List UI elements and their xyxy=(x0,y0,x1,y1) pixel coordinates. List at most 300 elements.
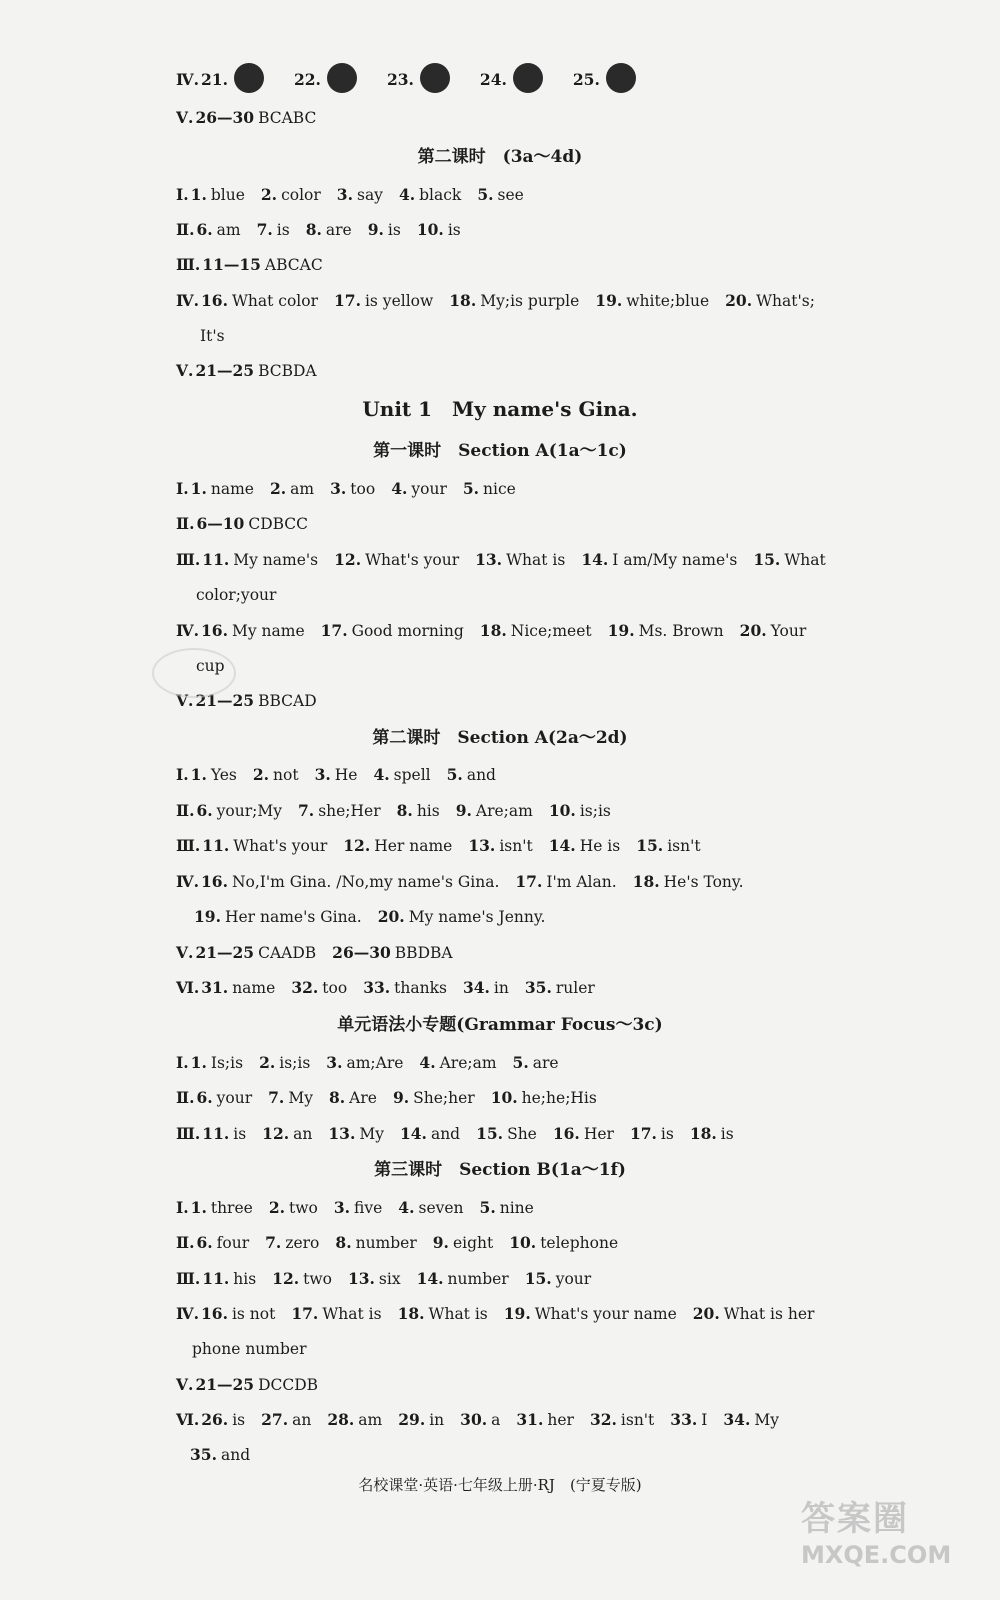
question-number: 33. xyxy=(363,978,391,997)
answer-item xyxy=(191,480,254,498)
answer-item xyxy=(329,1089,377,1107)
question-group-numeral: Ⅱ. xyxy=(176,1233,195,1252)
question-number: 7. xyxy=(298,801,315,820)
question-group-numeral: Ⅳ. xyxy=(176,70,199,89)
answer-text: too xyxy=(350,480,376,498)
answer-item xyxy=(475,551,565,569)
question-number: 32. xyxy=(589,1410,617,1429)
answer-item xyxy=(343,837,452,855)
answer-text: color;your xyxy=(196,586,277,604)
question-number: 34. xyxy=(462,978,490,997)
answer-item xyxy=(400,1125,460,1143)
answer-item xyxy=(192,1340,307,1358)
answer-text: isn't xyxy=(620,1411,655,1429)
question-number: 8. xyxy=(328,1088,346,1107)
answer-text: are xyxy=(532,1054,559,1072)
watermark-site: MXQE.COM xyxy=(801,1541,952,1569)
question-number: 18. xyxy=(689,1124,717,1143)
answer-item xyxy=(477,186,524,204)
question-number: 6. xyxy=(196,801,213,820)
question-group-numeral: Ⅱ. xyxy=(176,1088,195,1107)
answer-text: He xyxy=(334,766,358,784)
question-number: 21—25 xyxy=(195,691,255,710)
answer-item xyxy=(378,908,546,926)
question-group-numeral: Ⅲ. xyxy=(176,255,201,274)
question-number: 12. xyxy=(334,550,362,569)
answer-item xyxy=(480,71,557,89)
answer-text: is not xyxy=(231,1305,276,1323)
redacted-answer-dot xyxy=(606,63,636,93)
answer-item xyxy=(480,622,592,640)
answer-text: is xyxy=(660,1125,674,1143)
question-number: 19. xyxy=(503,1304,531,1323)
question-group-numeral: Ⅲ. xyxy=(176,550,201,569)
question-number: 16. xyxy=(201,1304,228,1323)
answer-item xyxy=(690,1125,734,1143)
question-number: 27. xyxy=(261,1410,289,1429)
answer-text: Nice;meet xyxy=(510,622,592,640)
answer-item xyxy=(332,944,452,962)
section-heading: 单元语法小专题(Grammar Focus～3c) xyxy=(337,1015,663,1035)
answer-text: nine xyxy=(499,1199,534,1217)
question-number: 20. xyxy=(725,291,753,310)
answer-item xyxy=(334,551,459,569)
answer-item xyxy=(298,802,381,820)
answer-text: My;is purple xyxy=(480,292,580,310)
question-number: 4. xyxy=(419,1053,436,1072)
question-number: 14. xyxy=(416,1269,444,1288)
answer-line xyxy=(176,66,850,96)
answer-text: six xyxy=(378,1270,401,1288)
answer-item xyxy=(590,1411,654,1429)
answer-item xyxy=(363,979,447,997)
question-number: 1. xyxy=(190,479,207,498)
answer-item xyxy=(261,186,321,204)
answer-item xyxy=(509,1234,618,1252)
question-number: 17. xyxy=(320,621,348,640)
answer-item xyxy=(201,1411,245,1429)
answer-text: What xyxy=(784,551,826,569)
question-number: 15. xyxy=(476,1124,504,1143)
question-number: 2. xyxy=(260,185,278,204)
answer-text: say xyxy=(356,186,383,204)
answer-text: cup xyxy=(196,657,225,675)
question-number: 16. xyxy=(201,291,228,310)
answer-text: name xyxy=(210,480,254,498)
question-number: 18. xyxy=(397,1304,425,1323)
question-number: 9. xyxy=(455,801,472,820)
answer-item xyxy=(196,802,282,820)
question-number: 16. xyxy=(201,621,228,640)
question-number: 3. xyxy=(336,185,353,204)
answer-item xyxy=(202,1270,256,1288)
answer-item xyxy=(270,480,314,498)
answer-item xyxy=(476,1125,537,1143)
answer-text: What's your xyxy=(365,551,460,569)
answer-text: color xyxy=(281,186,321,204)
question-number: 20. xyxy=(692,1304,720,1323)
question-number: 24. xyxy=(479,70,507,89)
answer-text: phone number xyxy=(192,1340,307,1358)
question-number: 12. xyxy=(262,1124,290,1143)
question-number: 6. xyxy=(196,1233,213,1252)
question-number: 17. xyxy=(629,1124,657,1143)
answer-item xyxy=(723,1411,779,1429)
answer-item xyxy=(480,1199,534,1217)
answer-item xyxy=(194,908,362,926)
question-number: 12. xyxy=(343,836,371,855)
page-footer: 名校课堂·英语·七年级上册·RJ (宁夏专版) xyxy=(358,1476,642,1494)
answer-text: she;Her xyxy=(318,802,381,820)
answer-text: zero xyxy=(285,1234,320,1252)
answer-text: is xyxy=(447,221,461,239)
watermark-logo-text: 答案圈 xyxy=(801,1499,909,1539)
question-number: 11—15 xyxy=(202,255,261,274)
answer-line xyxy=(200,326,850,346)
question-number: 9. xyxy=(392,1088,410,1107)
question-number: 13. xyxy=(468,836,496,855)
answer-text: What is xyxy=(506,551,566,569)
answer-text: My xyxy=(754,1411,779,1429)
question-number: 7. xyxy=(268,1088,285,1107)
answer-text: CAADB xyxy=(258,944,317,962)
answer-line xyxy=(190,1445,850,1465)
question-number: 8. xyxy=(305,220,322,239)
question-number: 9. xyxy=(367,220,384,239)
question-number: 26—30 xyxy=(195,108,255,127)
question-group-numeral: Ⅴ. xyxy=(176,691,194,710)
answer-item xyxy=(334,1199,382,1217)
question-group-numeral: Ⅰ. xyxy=(176,1053,189,1072)
answer-text: am xyxy=(358,1411,383,1429)
question-number: 30. xyxy=(460,1410,488,1429)
answer-text: My name's xyxy=(233,551,319,569)
question-number: 14. xyxy=(548,836,576,855)
question-number: 32. xyxy=(291,978,319,997)
answer-text: two xyxy=(303,1270,332,1288)
answer-text: Your xyxy=(770,622,807,640)
answer-line xyxy=(176,691,850,711)
answer-item xyxy=(516,1411,574,1429)
question-number: 21—25 xyxy=(195,1375,255,1394)
answer-item xyxy=(335,1234,416,1252)
answer-text: isn't xyxy=(499,837,533,855)
question-number: 31. xyxy=(516,1410,544,1429)
question-number: 6. xyxy=(196,1088,213,1107)
answer-item xyxy=(595,292,709,310)
question-group-numeral: Ⅰ. xyxy=(176,185,189,204)
answer-text: your xyxy=(216,1089,253,1107)
answer-item xyxy=(398,1305,488,1323)
answer-item xyxy=(334,292,433,310)
answer-item xyxy=(191,766,237,784)
answer-text: is;is xyxy=(279,1054,311,1072)
answer-text: ABCAC xyxy=(264,256,323,274)
answer-text: and xyxy=(220,1446,251,1464)
question-group-numeral: Ⅴ. xyxy=(176,1375,194,1394)
question-number: 15. xyxy=(524,1269,552,1288)
answer-text: Ms. Brown xyxy=(638,622,724,640)
answer-text: too xyxy=(322,979,348,997)
answer-item xyxy=(460,1411,500,1429)
answer-text: and xyxy=(466,766,496,784)
answer-item xyxy=(328,1125,384,1143)
question-number: 4. xyxy=(373,765,390,784)
answer-line xyxy=(176,361,850,381)
answer-text: Yes xyxy=(210,766,237,784)
answer-text: three xyxy=(210,1199,253,1217)
answer-item xyxy=(393,1089,475,1107)
answer-line xyxy=(196,656,850,676)
answer-line xyxy=(176,943,850,963)
answer-text: eight xyxy=(452,1234,494,1252)
question-number: 31. xyxy=(201,978,229,997)
answer-text: He is xyxy=(579,837,621,855)
answer-text: isn't xyxy=(667,837,701,855)
answer-item xyxy=(262,1125,312,1143)
answer-item xyxy=(306,221,352,239)
answer-line xyxy=(176,1269,850,1289)
answer-text: Good morning xyxy=(351,622,464,640)
answer-item xyxy=(753,551,825,569)
answer-text: My name xyxy=(231,622,305,640)
answer-text: Are xyxy=(349,1089,377,1107)
answer-text: What's your xyxy=(233,837,328,855)
answer-line xyxy=(196,585,850,605)
answer-text: CDBCC xyxy=(248,515,309,533)
answer-line xyxy=(176,220,850,240)
question-number: 5. xyxy=(462,479,480,498)
answer-text: am;Are xyxy=(346,1054,404,1072)
answer-item xyxy=(391,480,447,498)
question-number: 10. xyxy=(490,1088,518,1107)
question-group-numeral: Ⅱ. xyxy=(176,514,195,533)
question-number: 11. xyxy=(202,550,230,569)
answer-line xyxy=(176,1410,850,1430)
answer-item xyxy=(608,622,724,640)
question-number: 2. xyxy=(269,479,287,498)
section-heading: 第一课时 Section A(1a～1c) xyxy=(373,441,627,461)
question-number: 10. xyxy=(548,801,576,820)
answer-item xyxy=(200,327,225,345)
question-number: 12. xyxy=(272,1269,300,1288)
answer-text: white;blue xyxy=(626,292,710,310)
answer-text: four xyxy=(216,1234,250,1252)
unit-title: Unit 1 My name's Gina. xyxy=(362,397,638,421)
question-number: 13. xyxy=(475,550,503,569)
answer-item xyxy=(202,551,318,569)
question-number: 26. xyxy=(201,1410,229,1429)
answer-item xyxy=(261,1411,311,1429)
answer-item xyxy=(513,1054,559,1072)
answer-text: blue xyxy=(210,186,245,204)
answer-text: What is her xyxy=(723,1305,815,1323)
answer-item xyxy=(269,1199,318,1217)
answer-line xyxy=(176,1088,850,1108)
question-group-numeral: Ⅲ. xyxy=(176,836,201,855)
question-number: 9. xyxy=(432,1233,449,1252)
question-number: 5. xyxy=(512,1053,529,1072)
answer-text: No,I'm Gina. /No,my name's Gina. xyxy=(231,873,500,891)
answer-item xyxy=(326,1054,403,1072)
answer-text: What's; xyxy=(756,292,815,310)
question-number: 17. xyxy=(291,1304,319,1323)
answer-text: He's Tony. xyxy=(663,873,744,891)
answer-item xyxy=(330,480,375,498)
answer-item xyxy=(253,766,299,784)
answer-text: name xyxy=(232,979,276,997)
answer-text: spell xyxy=(393,766,431,784)
answer-item xyxy=(670,1411,707,1429)
answer-text: is xyxy=(276,221,290,239)
question-number: 21—25 xyxy=(195,361,255,380)
question-number: 13. xyxy=(347,1269,375,1288)
answer-line xyxy=(176,1053,850,1073)
answer-line xyxy=(192,1339,850,1359)
answer-item xyxy=(337,186,383,204)
answer-line xyxy=(176,1304,850,1324)
answer-text: and xyxy=(430,1125,461,1143)
answer-item xyxy=(294,71,371,89)
question-number: 4. xyxy=(398,185,416,204)
answer-text: not xyxy=(273,766,299,784)
question-number: 16. xyxy=(201,872,228,891)
answer-item xyxy=(368,221,401,239)
answer-line xyxy=(176,255,850,275)
redacted-answer-dot xyxy=(513,63,543,93)
answer-item xyxy=(456,802,533,820)
answer-item xyxy=(201,622,305,640)
answer-item xyxy=(190,1446,250,1464)
question-number: 25. xyxy=(572,70,600,89)
question-number: 26—30 xyxy=(332,943,391,962)
question-number: 11. xyxy=(202,1124,230,1143)
answer-item xyxy=(321,622,464,640)
question-number: 5. xyxy=(446,765,463,784)
answer-text: black xyxy=(419,186,462,204)
watermark-logo xyxy=(801,1498,976,1588)
answer-item xyxy=(327,1411,382,1429)
question-number: 10. xyxy=(509,1233,537,1252)
question-number: 15. xyxy=(636,836,664,855)
answer-item xyxy=(573,71,650,89)
answer-item xyxy=(202,256,322,274)
answer-item xyxy=(259,1054,310,1072)
answer-line xyxy=(176,1198,850,1218)
answer-item xyxy=(315,766,358,784)
question-group-numeral: Ⅰ. xyxy=(176,479,189,498)
answer-text: What is xyxy=(428,1305,488,1323)
answer-text: I xyxy=(701,1411,708,1429)
answer-item xyxy=(201,292,318,310)
question-number: 35. xyxy=(190,1445,217,1464)
question-number: 11. xyxy=(202,836,230,855)
answer-text: It's xyxy=(200,327,225,345)
answer-text: five xyxy=(354,1199,383,1217)
answer-line xyxy=(176,872,850,892)
question-number: 19. xyxy=(194,907,221,926)
answer-text: is;is xyxy=(579,802,611,820)
answer-text: number xyxy=(355,1234,417,1252)
answer-item xyxy=(201,873,499,891)
answer-item xyxy=(553,1125,614,1143)
answer-item xyxy=(195,362,316,380)
answer-text: telephone xyxy=(540,1234,619,1252)
answer-item xyxy=(633,873,744,891)
answer-item xyxy=(265,1234,319,1252)
answer-item xyxy=(387,71,464,89)
answer-text: ruler xyxy=(555,979,595,997)
question-number: 2. xyxy=(259,1053,276,1072)
answer-text: are xyxy=(325,221,352,239)
question-number: 5. xyxy=(477,185,494,204)
answer-item xyxy=(191,1199,253,1217)
answer-line xyxy=(176,1233,850,1253)
answer-line xyxy=(176,621,850,641)
answer-line xyxy=(176,108,850,128)
answer-item xyxy=(419,1054,496,1072)
answer-text: in xyxy=(493,979,509,997)
question-number: 18. xyxy=(449,291,477,310)
answer-text: Are;am xyxy=(475,802,533,820)
question-number: 15. xyxy=(753,550,781,569)
question-number: 3. xyxy=(314,765,331,784)
answer-text: BCABC xyxy=(258,109,317,127)
section-heading: 第二课时 (3a～4d) xyxy=(417,147,583,167)
answer-item xyxy=(525,979,595,997)
question-number: 1. xyxy=(190,1053,207,1072)
answer-line xyxy=(194,907,850,927)
question-number: 21—25 xyxy=(195,943,255,962)
answer-line xyxy=(176,765,850,785)
question-number: 4. xyxy=(398,1198,415,1217)
answer-item xyxy=(491,1089,597,1107)
section-heading: 第二课时 Section A(2a～2d) xyxy=(372,728,628,748)
answer-item xyxy=(201,71,278,89)
answer-text: an xyxy=(292,1411,312,1429)
question-number: 20. xyxy=(739,621,767,640)
answer-item xyxy=(191,1054,243,1072)
question-number: 14. xyxy=(399,1124,427,1143)
answer-text: his xyxy=(233,1270,257,1288)
answer-item xyxy=(195,944,316,962)
question-number: 14. xyxy=(581,550,609,569)
question-group-numeral: Ⅰ. xyxy=(176,1198,189,1217)
question-group-numeral: Ⅳ. xyxy=(176,291,199,310)
question-group-numeral: Ⅵ. xyxy=(176,978,200,997)
answer-text: is xyxy=(232,1411,246,1429)
answer-item xyxy=(447,766,496,784)
question-number: 21. xyxy=(201,70,228,89)
answer-text: Her xyxy=(583,1125,614,1143)
answer-text: is xyxy=(233,1125,247,1143)
faded-stamp xyxy=(152,648,236,698)
answer-text: your xyxy=(411,480,447,498)
answer-text: is xyxy=(720,1125,734,1143)
answer-item xyxy=(398,1411,444,1429)
question-number: 19. xyxy=(607,621,635,640)
answer-text: BBCAD xyxy=(258,692,317,710)
answer-text: I am/My name's xyxy=(612,551,738,569)
answer-item xyxy=(630,1125,674,1143)
answer-text: My xyxy=(359,1125,384,1143)
question-number: 20. xyxy=(377,907,405,926)
answer-text: BBDBA xyxy=(394,944,453,962)
answer-text: your;My xyxy=(216,802,282,820)
question-number: 7. xyxy=(265,1233,282,1252)
answer-item xyxy=(373,766,430,784)
answer-item xyxy=(693,1305,815,1323)
